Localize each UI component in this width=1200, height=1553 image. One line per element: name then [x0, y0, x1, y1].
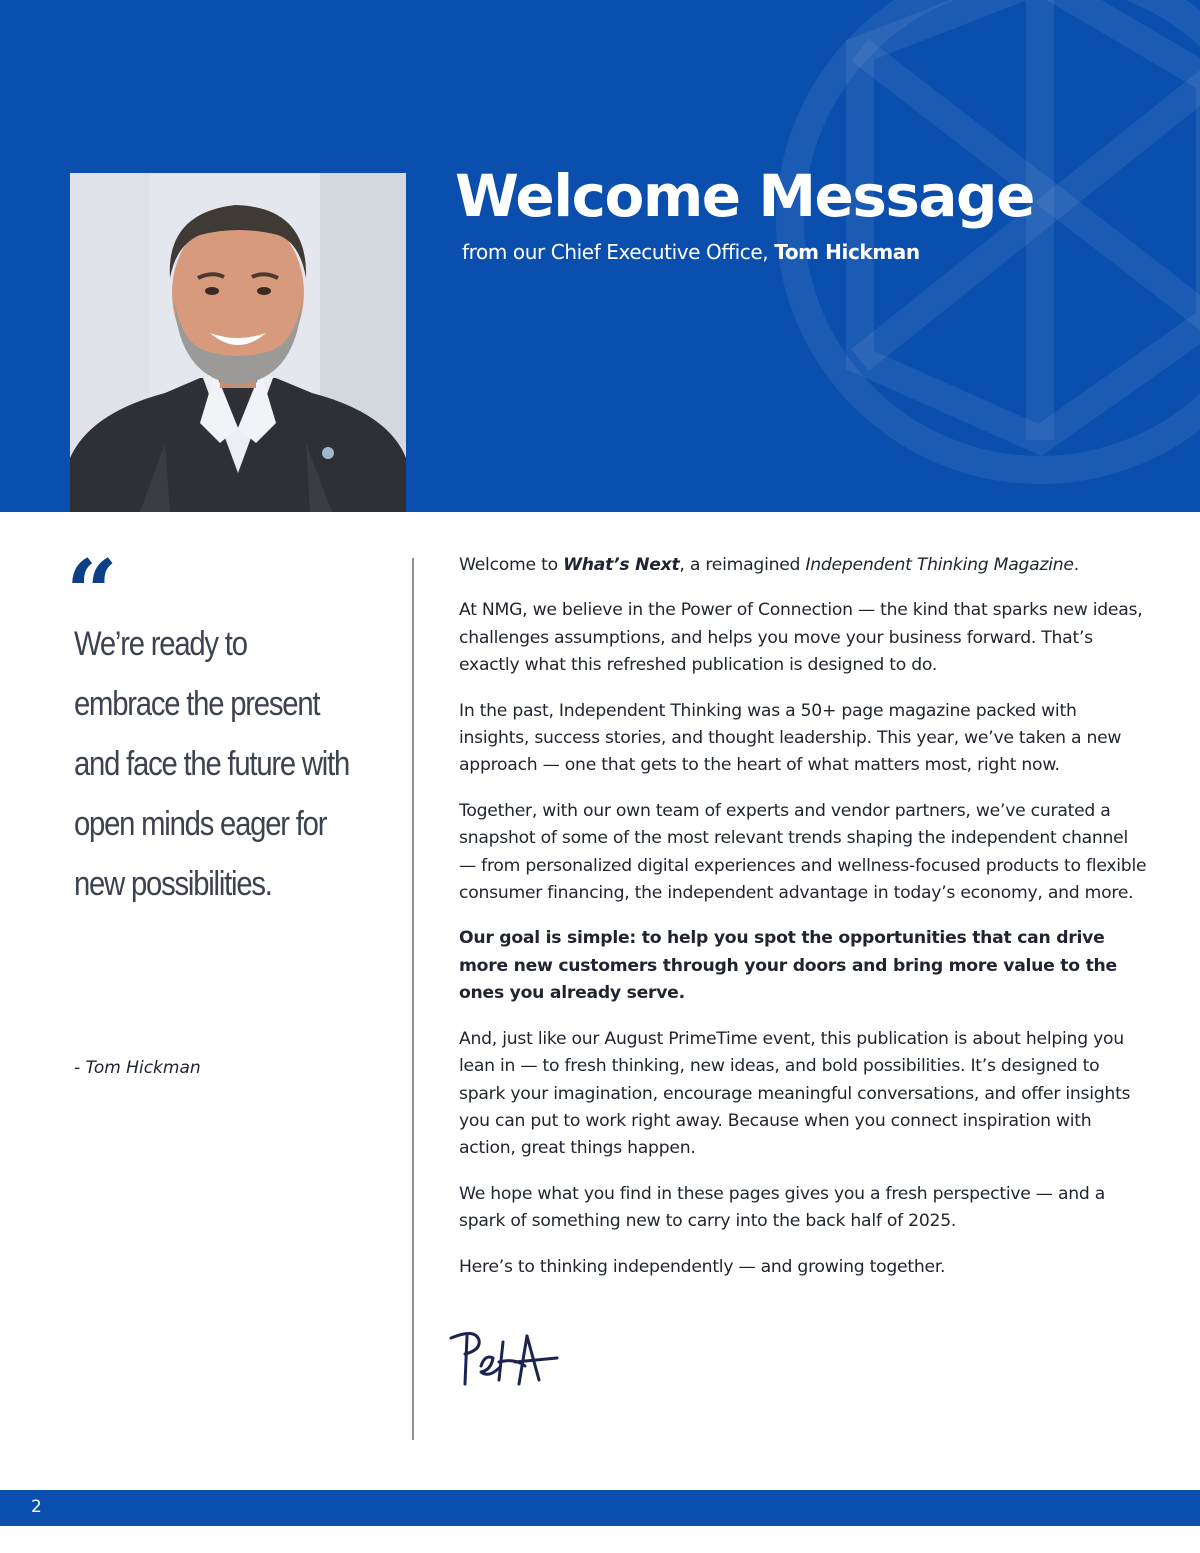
letter-paragraph: Together, with our own team of experts and vendor partners, we’ve curated a snapshot of some of the most relevant trends shaping the independent channel — from personalized digital experiences and wellness-focused products to flexible consumer financing, the independent advantage in today’s economy, and more. [459, 800, 1147, 904]
magazine-name: What’s Next [563, 555, 680, 575]
ceo-portrait-photo [70, 173, 406, 512]
page-subtitle [462, 240, 920, 264]
pull-quote-text: We’re ready to embrace the present and face the future with open minds eager for new possibilities. [74, 625, 350, 903]
text-span: , a reimagined [679, 555, 806, 575]
subtitle-prefix: from our Chief Executive Office, [462, 240, 775, 264]
column-divider [412, 558, 414, 1440]
letter-paragraph: At NMG, we believe in the Power of Connection — the kind that sparks new ideas, challenges assumptions, and helps you move your business forward. That’s exactly what this refreshed publication is designed to do. [459, 600, 1143, 676]
pull-quote-author: - Tom Hickman [74, 1058, 201, 1078]
letter-body [459, 552, 1149, 1299]
page-title: Welcome Message [455, 162, 1034, 230]
quotation-mark-icon: “ [66, 540, 118, 646]
publication-name: Independent Thinking Magazine [805, 555, 1074, 575]
text-span: . [1073, 555, 1079, 575]
letter-paragraph: Here’s to thinking independently — and growing together. [459, 1256, 946, 1277]
header-banner [0, 0, 1200, 512]
letter-paragraph-highlight: Our goal is simple: to help you spot the opportunities that can drive more new customers through your doors and bring more value to the ones you already serve. [459, 928, 1117, 1004]
subtitle-name: Tom Hickman [774, 240, 920, 264]
page-footer [0, 1490, 1200, 1526]
page-number: 2 [31, 1497, 42, 1517]
letter-paragraph: We hope what you find in these pages gives you a fresh perspective — and a spark of something new to carry into the back half of 2025. [459, 1183, 1106, 1232]
ceo-portrait [70, 173, 406, 512]
letter-paragraph: In the past, Independent Thinking was a 50+ page magazine packed with insights, success stories, and thought leadership. This year, we’ve taken a new approach — one that gets to the heart of what matters most, right now. [459, 700, 1122, 776]
letter-paragraph [459, 552, 1149, 579]
handwritten-signature [445, 1322, 565, 1392]
text-span: Welcome to [459, 555, 564, 575]
letter-paragraph: And, just like our August PrimeTime event, this publication is about helping you lean in — to fresh thinking, new ideas, and bold possibilities. It’s designed to spark your imagination, encourage meaningful conversations, and offer insights you can put to work right away. Because when you connect inspiration with action, great things happen. [459, 1028, 1131, 1159]
